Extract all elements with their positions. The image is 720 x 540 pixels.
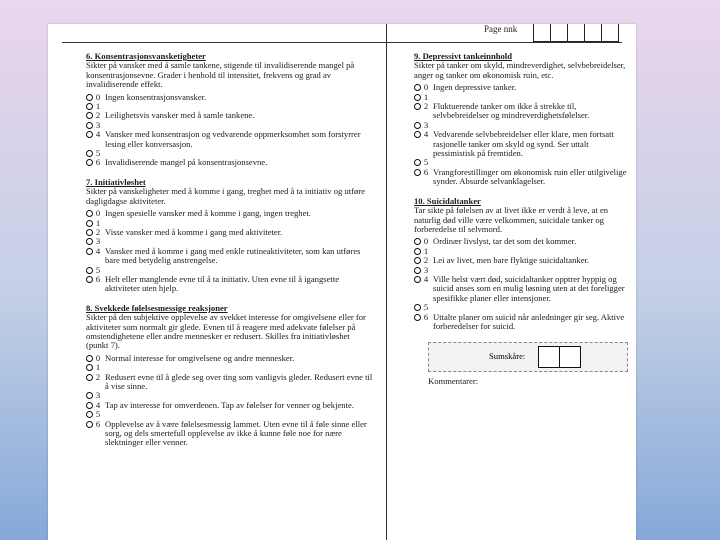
radio-circle-icon[interactable] <box>414 304 421 311</box>
score-number: 6 <box>95 157 101 168</box>
page-number-cell <box>601 24 619 42</box>
score-description: Ingen depressive tanker. <box>433 82 517 93</box>
radio-circle-icon[interactable] <box>414 103 421 110</box>
score-option[interactable] <box>86 401 374 410</box>
score-option[interactable] <box>414 83 628 92</box>
radio-circle-icon[interactable] <box>414 84 421 91</box>
radio-circle-icon[interactable] <box>414 169 421 176</box>
score-description: Tap av interesse for omverdenen. Tap av følelser for venner og bekjente. <box>105 399 354 410</box>
score-number: 0 <box>95 91 101 102</box>
score-number: 5 <box>423 157 429 168</box>
item-description: Sikter på den subjektive opplevelse av svekket interesse for omgivelsene eller for aktiviteter som normalt gir glede. Evnen til å reagere med adekvate følelser på omstendighetene eller andre mennesker er redusert. Skilles fra initiativløshet (punkt 7). <box>86 312 366 351</box>
scanned-form-page <box>48 24 636 540</box>
score-description: Opplevelse av å være følelsesmessig lammet. Uten evne til å føle sinne eller sorg, og dels smertefull opplevelse av ikke å kunne føle noe for nære slektninger eller venner. <box>105 418 367 448</box>
score-number: 1 <box>95 217 101 228</box>
page-number-cell <box>567 24 585 42</box>
score-description: Vansker med å komme i gang med enkle rutineaktiviteter, som kan utføres bare med betydelig anstrengelse. <box>105 245 361 266</box>
score-option[interactable] <box>86 111 374 120</box>
page-label: Page nnk <box>484 24 518 34</box>
score-description: Vedvarende selvbebreidelser eller klare, men fortsatt rasjonelle tanker om skyld og synd. Ser uttalt pessimistisk på fremtiden. <box>433 129 614 159</box>
score-number: 5 <box>95 148 101 159</box>
score-description: Lei av livet, men bare flyktige suicidaltanker. <box>433 255 590 266</box>
score-number: 0 <box>423 82 429 93</box>
column-divider <box>386 24 387 540</box>
radio-circle-icon[interactable] <box>86 150 93 157</box>
item-title: 10. Suicidaltanker <box>414 195 481 206</box>
score-option[interactable] <box>86 130 374 149</box>
score-option[interactable] <box>414 256 628 265</box>
radio-circle-icon[interactable] <box>414 131 421 138</box>
score-description: Helt eller manglende evne til å ta initiativ. Uten evne til å igangsette aktiviteter uten hjelp. <box>105 273 340 294</box>
radio-circle-icon[interactable] <box>86 267 93 274</box>
radio-circle-icon[interactable] <box>86 421 93 428</box>
item-description: Tar sikte på følelsen av at livet ikke er verdt å leve, at en naturlig død ville være velkommen, suicidale tanker og forberedelse til selvmord. <box>414 205 609 234</box>
score-option[interactable] <box>414 237 628 246</box>
score-number: 1 <box>95 362 101 373</box>
score-number: 4 <box>423 129 429 140</box>
radio-circle-icon[interactable] <box>86 103 93 110</box>
radio-circle-icon[interactable] <box>86 159 93 166</box>
score-description: Ingen spesielle vansker med å komme i gang, ingen treghet. <box>105 208 311 219</box>
score-number: 2 <box>423 255 429 266</box>
score-description: Uttalte planer om suicid når anledninger gir seg. Aktive forberedelser for suicid. <box>433 311 625 331</box>
rating-item <box>86 52 374 168</box>
score-number: 5 <box>95 409 101 420</box>
radio-circle-icon[interactable] <box>414 267 421 274</box>
radio-circle-icon[interactable] <box>86 112 93 119</box>
radio-circle-icon[interactable] <box>86 355 93 362</box>
score-option[interactable] <box>86 373 374 392</box>
score-number: 2 <box>95 226 101 237</box>
radio-circle-icon[interactable] <box>86 131 93 138</box>
sum-score-label: Sumskåre: <box>489 351 526 361</box>
item-description: Sikter på vansker med å samle tankene, stigende til invalidiserende mangel på konsentrasjonsevne. Grader i henhold til intensitet, frekvens og grad av invalidiserende effekt. <box>86 60 355 90</box>
score-description: Vansker med konsentrasjon og vedvarende oppmerksomhet som forstyrrer lesing eller konversasjon. <box>105 129 361 149</box>
radio-circle-icon[interactable] <box>86 374 93 381</box>
score-description: Leilighetsvis vansker med å samle tankene. <box>105 110 255 121</box>
radio-circle-icon[interactable] <box>86 392 93 399</box>
radio-circle-icon[interactable] <box>414 257 421 264</box>
score-option[interactable] <box>86 420 374 448</box>
score-number: 0 <box>95 208 101 219</box>
radio-circle-icon[interactable] <box>86 364 93 371</box>
score-number: 1 <box>423 245 429 256</box>
score-number: 3 <box>95 390 101 401</box>
radio-circle-icon[interactable] <box>86 220 93 227</box>
score-number: 4 <box>423 273 429 284</box>
score-description: Invalidiserende mangel på konsentrasjonsevne. <box>105 157 268 168</box>
score-option[interactable] <box>86 275 374 294</box>
score-description: Normal interesse for omgivelsene og andre mennesker. <box>105 352 295 363</box>
item-title: 6. Konsentrasjonsvansketigheter <box>86 51 206 61</box>
score-number: 6 <box>95 418 101 429</box>
radio-circle-icon[interactable] <box>86 238 93 245</box>
radio-circle-icon[interactable] <box>414 94 421 101</box>
page-number-boxes <box>534 24 619 42</box>
score-number: 6 <box>95 273 101 284</box>
score-number: 6 <box>423 166 429 177</box>
score-number: 3 <box>95 236 101 247</box>
sum-score-box <box>428 342 628 372</box>
radio-circle-icon[interactable] <box>86 122 93 129</box>
score-number: 1 <box>95 101 101 112</box>
radio-circle-icon[interactable] <box>414 248 421 255</box>
rating-item <box>414 52 628 187</box>
score-option[interactable] <box>414 313 628 332</box>
score-description: Visse vansker med å komme i gang med aktiviteter. <box>105 226 283 237</box>
item-title: 7. Initiativløshet <box>86 176 146 187</box>
right-column <box>414 52 628 341</box>
score-number: 4 <box>95 245 101 256</box>
radio-circle-icon[interactable] <box>86 94 93 101</box>
page-number-cell <box>533 24 551 42</box>
score-description: Ingen konsentrasjonsvansker. <box>105 91 207 102</box>
score-number: 4 <box>95 399 101 410</box>
item-title: 9. Depressivt tankeinnhold <box>414 51 512 61</box>
score-number: 2 <box>423 101 429 112</box>
left-column <box>86 52 374 458</box>
item-description: Sikter på tanker om skyld, mindreverdighet, selvbebreidelser, anger og tanker om økonomisk ruin, etc. <box>414 60 626 80</box>
radio-circle-icon[interactable] <box>86 276 93 283</box>
radio-circle-icon[interactable] <box>86 402 93 409</box>
radio-circle-icon[interactable] <box>86 210 93 217</box>
score-description: Ordinær livslyst, tar det som det kommer. <box>433 236 577 247</box>
radio-circle-icon[interactable] <box>414 238 421 245</box>
score-number: 5 <box>95 264 101 275</box>
score-description: Vrangforestillinger om økonomisk ruin eller utilgivelige synder. Absurde selvanklagelser. <box>433 166 627 187</box>
score-option[interactable] <box>414 275 628 303</box>
item-description: Sikter på vanskeligheter med å komme i gang, treghet med å ta initiativ og utføre dagligdagse aktiviteter. <box>86 186 365 206</box>
score-option[interactable] <box>86 158 374 167</box>
score-option[interactable] <box>86 93 374 102</box>
sum-score-cell[interactable] <box>559 346 581 368</box>
score-number: 2 <box>95 110 101 121</box>
page-number-cell <box>550 24 568 42</box>
score-number: 1 <box>423 91 429 102</box>
rating-item <box>86 304 374 448</box>
score-option[interactable] <box>86 228 374 237</box>
item-title: 8. Svekkede følelsesmessige reaksjoner <box>86 302 228 313</box>
score-option[interactable] <box>414 130 628 158</box>
radio-circle-icon[interactable] <box>86 411 93 418</box>
radio-circle-icon[interactable] <box>414 122 421 129</box>
score-option[interactable] <box>414 168 628 187</box>
score-number: 3 <box>423 119 429 130</box>
radio-circle-icon[interactable] <box>86 229 93 236</box>
score-number: 0 <box>423 236 429 247</box>
score-number: 2 <box>95 371 101 382</box>
score-number: 0 <box>95 352 101 363</box>
rating-item <box>86 178 374 294</box>
radio-circle-icon[interactable] <box>414 314 421 321</box>
score-number: 5 <box>423 302 429 313</box>
radio-circle-icon[interactable] <box>414 276 421 283</box>
score-description: Fluktuerende tanker om ikke å strekke til, selvbebreidelser og mindreverdighetsfølelser. <box>433 101 590 121</box>
radio-circle-icon[interactable] <box>414 159 421 166</box>
score-description: Redusert evne til å glede seg over ting som vanligvis gleder. Redusert evne til å vise sinne. <box>105 371 373 391</box>
score-option[interactable] <box>86 247 374 266</box>
score-number: 6 <box>423 311 429 322</box>
score-number: 3 <box>95 119 101 130</box>
rating-item <box>414 197 628 332</box>
score-number: 3 <box>423 264 429 275</box>
score-option[interactable] <box>86 354 374 363</box>
score-option[interactable] <box>414 102 628 121</box>
radio-circle-icon[interactable] <box>86 248 93 255</box>
score-option[interactable] <box>86 209 374 218</box>
header-rule <box>62 42 622 43</box>
comments-label: Kommentarer: <box>428 376 479 386</box>
score-number: 4 <box>95 129 101 140</box>
sum-score-cell[interactable] <box>538 346 560 368</box>
page-number-cell <box>584 24 602 42</box>
score-description: Ville helst vært død, suicidaltanker opptrer hyppig og suicid anses som en mulig løsning uten at det foreligger spesifikke planer eller intensjoner. <box>433 273 625 303</box>
